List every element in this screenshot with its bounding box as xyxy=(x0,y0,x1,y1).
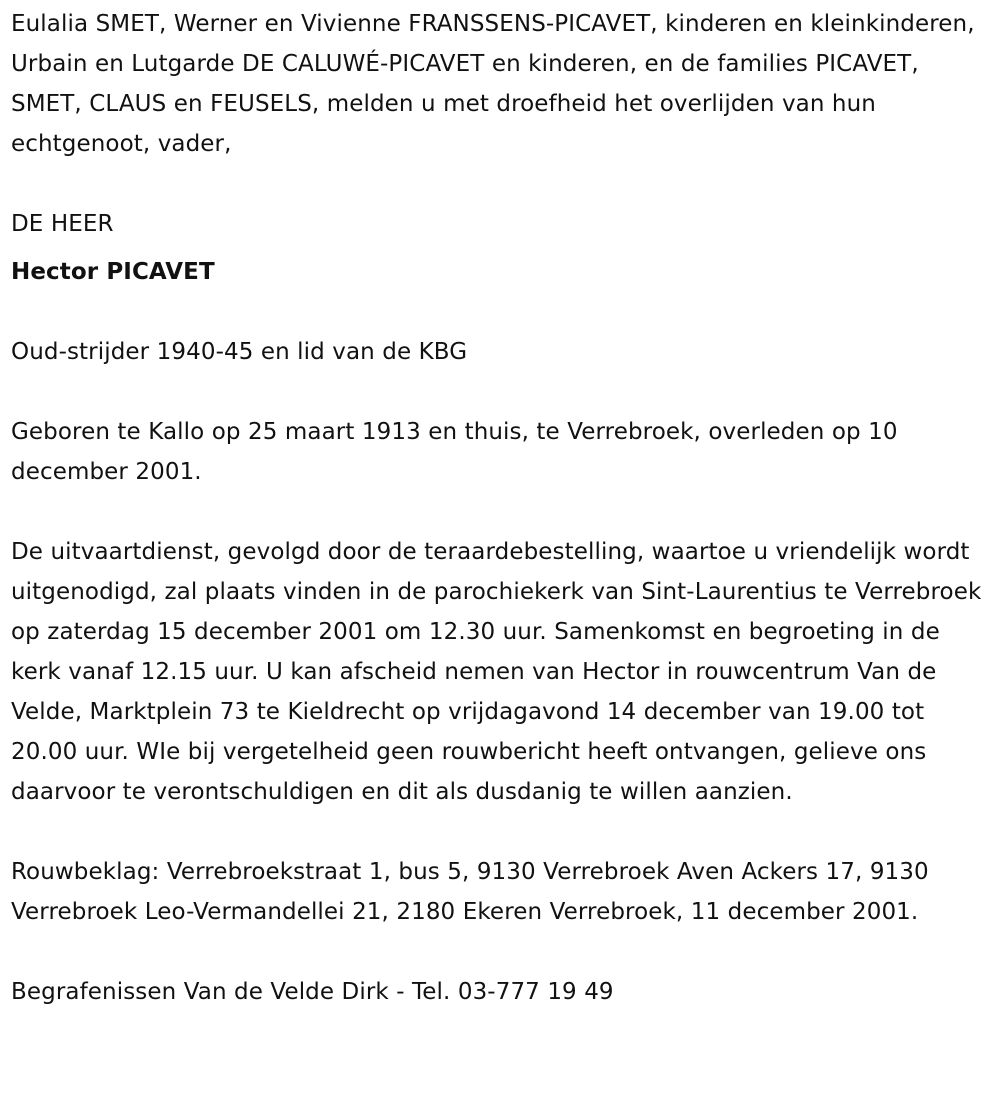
undertaker-contact: Begrafenissen Van de Velde Dirk - Tel. 03-777 19 49 xyxy=(11,979,614,1005)
spacer xyxy=(11,164,991,204)
spacer xyxy=(11,292,991,332)
spacer xyxy=(11,372,991,412)
condolence-addresses: Rouwbeklag: Verrebroekstraat 1, bus 5, 9130 Verrebroek Aven Ackers 17, 9130 Verrebroek Leo-Vermandellei 21, 2180 Ekeren Verrebroek, 11 december 2001. xyxy=(11,859,929,925)
intro-paragraph: Eulalia SMET, Werner en Vivienne FRANSSENS-PICAVET, kinderen en kleinkinderen, Urbain en Lutgarde DE CALUWÉ-PICAVET en kinderen, en de families PICAVET, SMET, CLAUS en FEUSELS, melden u met droefheid het overlijden van hun echtgenoot, vader, xyxy=(11,11,975,157)
funeral-paragraph: De uitvaartdienst, gevolgd door de teraardebestelling, waartoe u vriendelijk wordt uitgenodigd, zal plaats vinden in de parochiekerk van Sint-Laurentius te Verrebroek op zaterdag 15 december 2001 om 12.30 uur. Samenkomst en begroeting in de kerk vanaf 12.15 uur. U kan afscheid nemen van Hector in rouwcentrum Van de Velde, Marktplein 73 te Kieldrecht op vrijdagavond 14 december van 19.00 tot 20.00 uur. WIe bij vergetelheid geen rouwbericht heeft ontvangen, gelieve ons daarvoor te verontschuldigen en dit als dusdanig te willen aanzien. xyxy=(11,539,982,805)
spacer xyxy=(11,932,991,972)
deceased-name: Hector PICAVET xyxy=(11,259,215,285)
deceased-title: Oud-strijder 1940-45 en lid van de KBG xyxy=(11,339,468,365)
spacer xyxy=(11,812,991,852)
obituary-notice xyxy=(11,4,991,1012)
honorific-line: DE HEER xyxy=(11,211,114,237)
spacer xyxy=(11,492,991,532)
birth-death-paragraph: Geboren te Kallo op 25 maart 1913 en thuis, te Verrebroek, overleden op 10 december 2001. xyxy=(11,419,898,485)
